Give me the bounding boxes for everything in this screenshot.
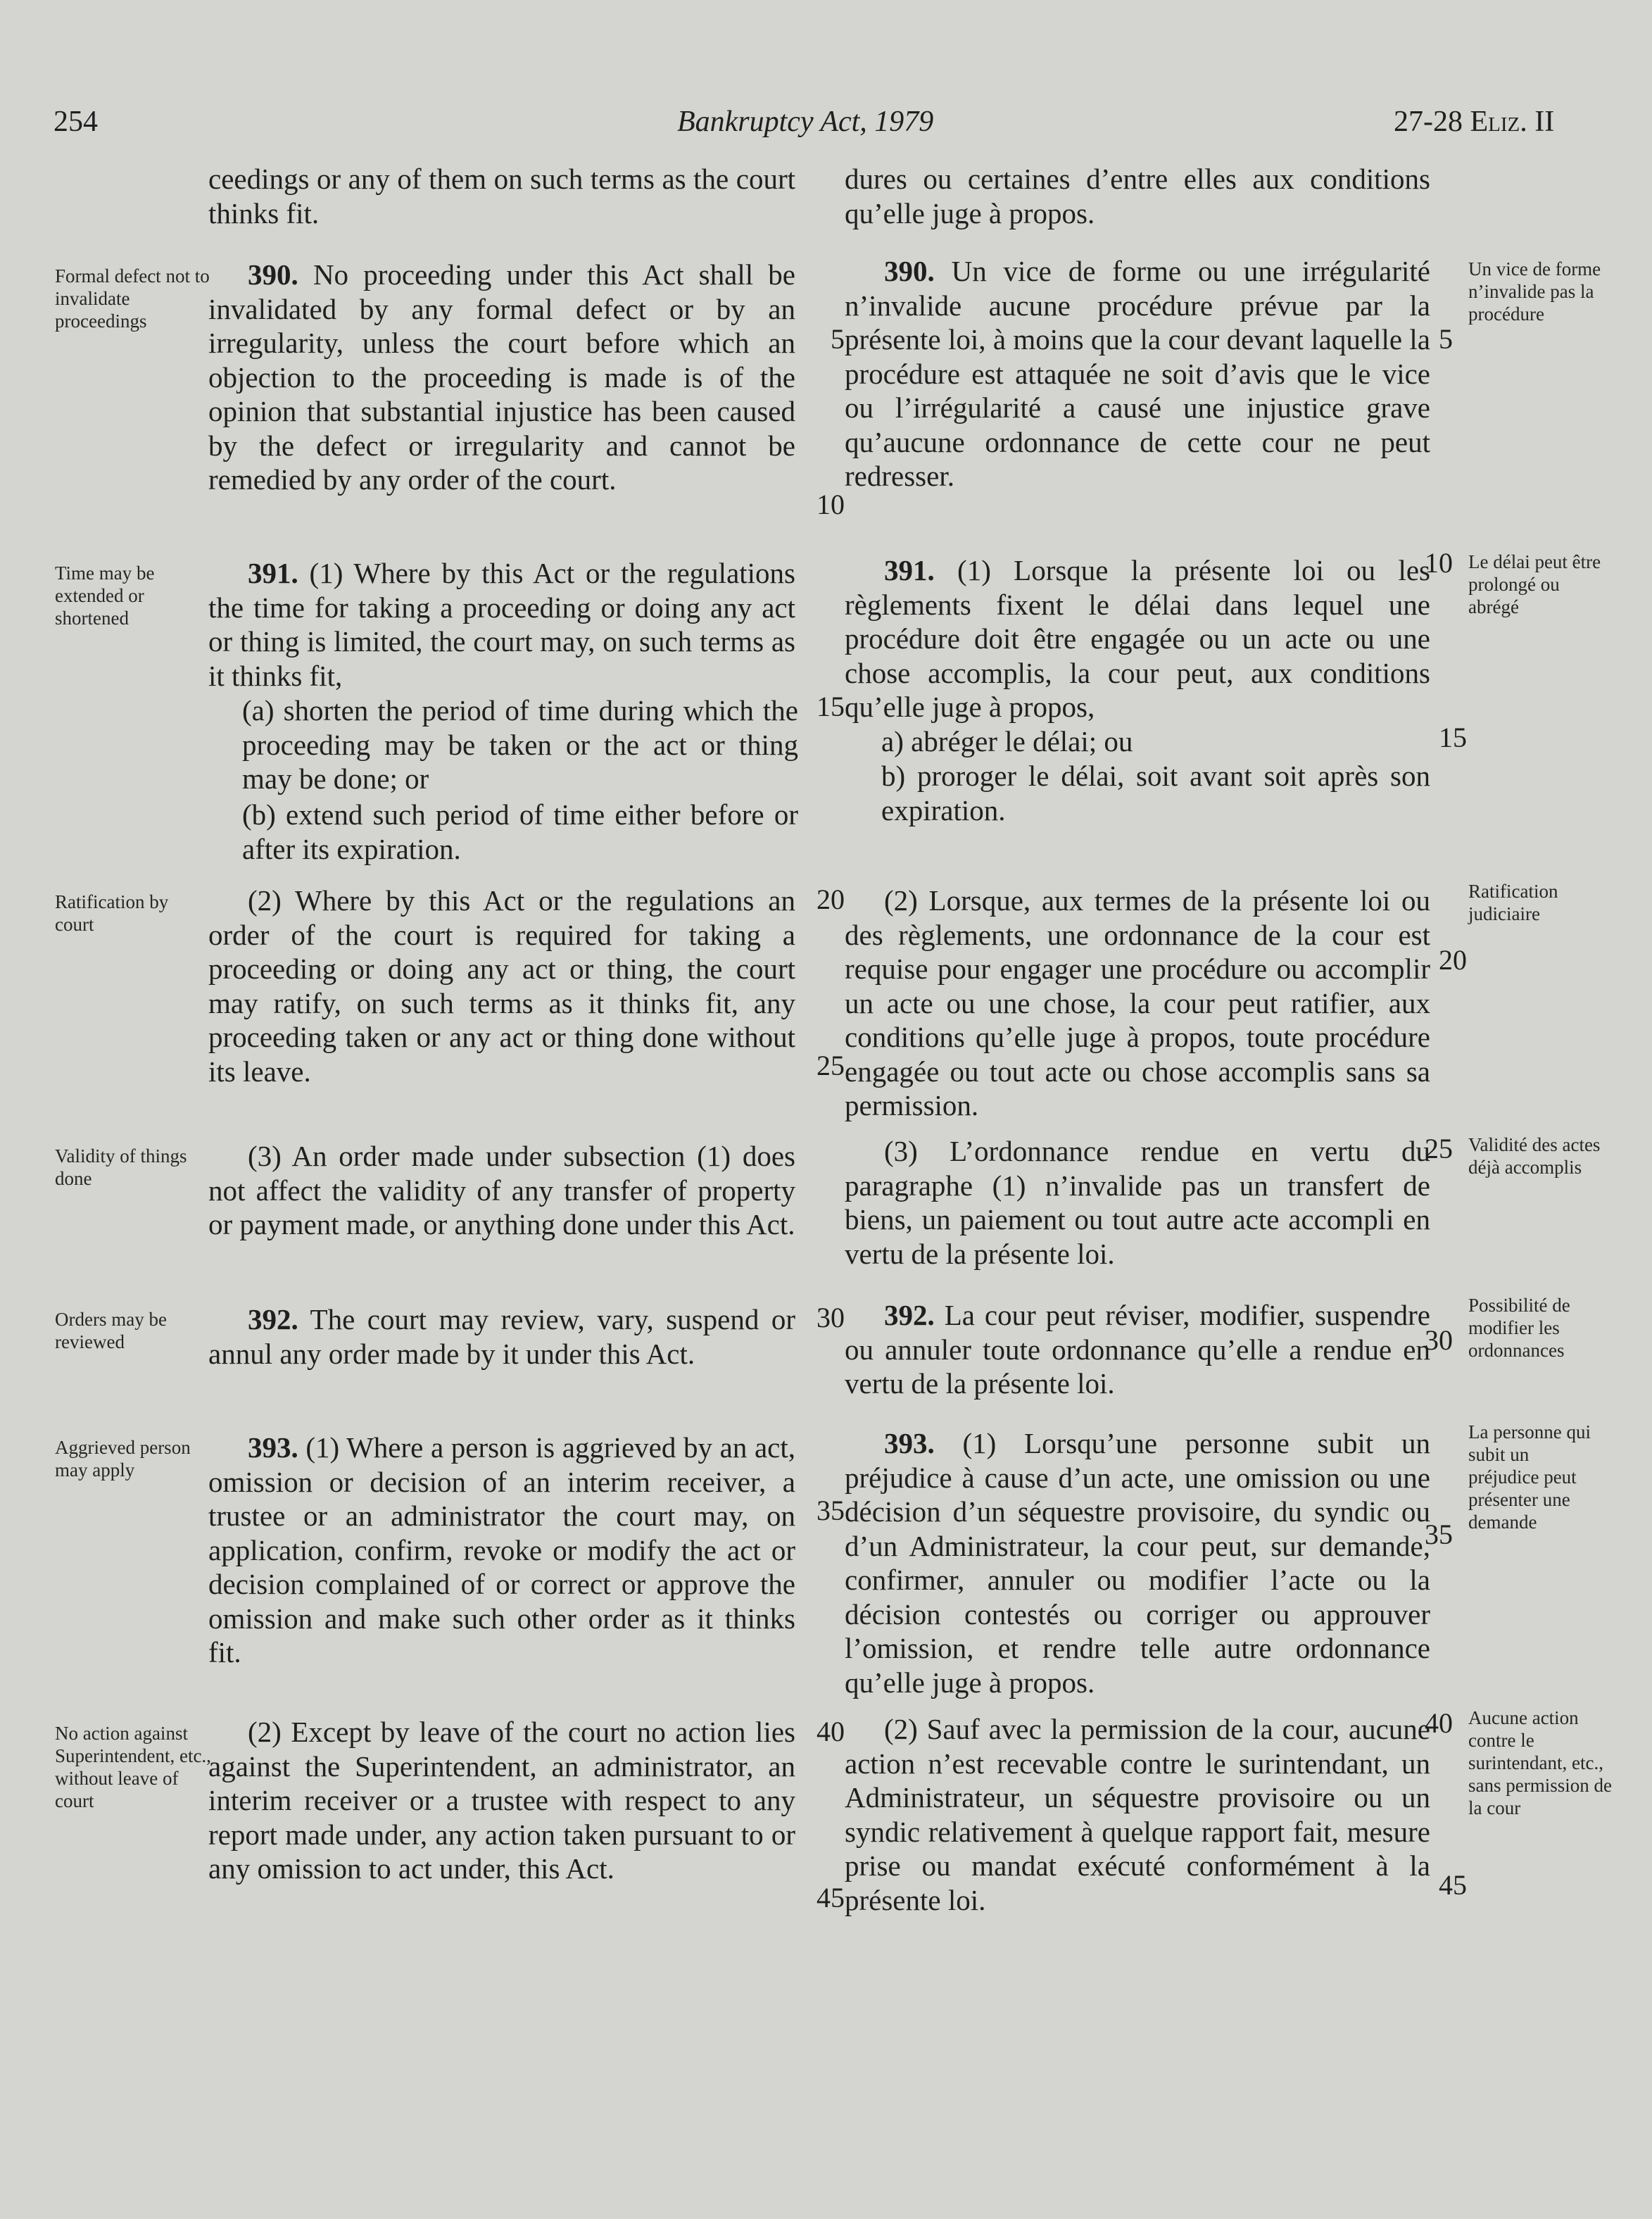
line-number-fr: 25 xyxy=(1425,1133,1453,1164)
line-number-fr: 35 xyxy=(1425,1519,1453,1550)
fr-391-1-a: a) abréger le délai; ou xyxy=(881,725,1133,758)
en-391-1-b: (b) extend such period of time either before or after its expiration. xyxy=(242,798,798,865)
fr-392-number: 392. xyxy=(884,1299,935,1331)
fr-390-number: 390. xyxy=(884,255,935,287)
margin-note-en-393-2: No action against Superintendent, etc., without leave of court xyxy=(55,1723,211,1811)
fr-section-393-2: (2) Sauf avec la permission de la cour, aucune action n’est recevable contre le surintendant, un Administrateur, un séquestre provisoire ou un syndic relativement à quelque rapport fait, mesure prise ou mandat exécuté conformément à la présente loi. xyxy=(845,1713,1430,1916)
margin-note-fr-393-2: Aucune action contre le surintendant, etc., sans permission de la cour xyxy=(1468,1707,1612,1818)
margin-note-fr-391-1: Le délai peut être prolongé ou abrégé xyxy=(1468,551,1601,617)
line-number-en: 20 xyxy=(816,884,845,915)
fr-392-text: La cour peut réviser, modifier, suspendre ou annuler toute ordonnance qu’elle a rendue en vertu de la présente loi. xyxy=(845,1299,1430,1400)
en-390-text: No proceeding under this Act shall be invalidated by any formal defect or by an irregularity, unless the court before which an objection to the proceeding is made is of the opinion that substantial injustice has been caused by the defect or irregularity and cannot be remedied by any order of the court. xyxy=(208,258,795,496)
margin-note-en-392: Orders may be reviewed xyxy=(55,1309,167,1352)
margin-note-fr-391-3: Validité des actes déjà accomplis xyxy=(1468,1134,1601,1178)
regnal-year-prefix: 27-28 xyxy=(1394,106,1470,138)
en-392-number: 392. xyxy=(248,1303,298,1335)
line-number-fr: 10 xyxy=(1425,547,1453,579)
en-393-1-text: (1) Where a person is aggrieved by an act, omission or decision of an interim receiver, a trustee or an administrator the court may, on application, confirm, revoke or modify the act or decision complained of or correct or approve the omission and make such other order as it thinks fit. xyxy=(208,1431,795,1668)
fr-section-391-3: (3) L’ordonnance rendue en vertu du paragraphe (1) n’invalide pas un transfert de biens, un paiement ou tout autre acte accompli en vertu de la présente loi. xyxy=(845,1135,1430,1270)
line-number-en: 25 xyxy=(816,1050,845,1081)
line-number-fr: 15 xyxy=(1439,722,1467,753)
line-number-fr: 20 xyxy=(1439,944,1467,976)
en-391-1-text: (1) Where by this Act or the regulations the time for taking a proceeding or doing any act or thing is limited, the court may, on such terms as it thinks fit, xyxy=(208,557,795,692)
fr-section-393-1 xyxy=(845,1426,1430,1699)
line-number-fr: 30 xyxy=(1425,1324,1453,1356)
fr-391-1-text: (1) Lorsque la présente loi ou les règlements fixent le délai dans lequel une procédure doit être engagée ou un acte ou une chose accomplis, la cour peut, aux conditions qu’elle juge à propos, xyxy=(845,554,1430,723)
en-section-393-2: (2) Except by leave of the court no action lies against the Superintendent, an administrator, an interim receiver or a trustee with respect to any report made under, any action taken pursuant to or any omission to act under, this Act. xyxy=(208,1716,795,1885)
margin-note-en-393-1: Aggrieved person may apply xyxy=(55,1437,191,1481)
en-392-text: The court may review, vary, suspend or annul any order made by it under this Act. xyxy=(208,1303,795,1370)
line-number-en: 45 xyxy=(816,1882,845,1913)
fr-section-390 xyxy=(845,254,1430,494)
fr-section-391-2: (2) Lorsque, aux termes de la présente loi ou des règlements, une ordonnance de la cour est requise pour engager une procédure ou accomplir un acte ou une chose, la cour peut ratifier, aux conditions qu’elle juge à propos, toute procédure engagée ou tout acte ou chose accomplis sans sa permission. xyxy=(845,884,1430,1121)
margin-note-fr-390: Un vice de forme n’invalide pas la procédure xyxy=(1468,258,1601,325)
en-391-1-a: (a) shorten the period of time during which the proceeding may be taken or the act or thing may be done; or xyxy=(242,694,798,795)
en-section-391-2: (2) Where by this Act or the regulations an order of the court is required for taking a proceeding or doing any act or thing, the court may ratify, on such terms as it thinks fit, any proceeding taken or any act or thing done without its leave. xyxy=(208,884,795,1088)
en-carryover: ceedings or any of them on such terms as the court thinks fit. xyxy=(208,163,795,230)
page-number: 254 xyxy=(53,106,98,138)
running-title: Bankruptcy Act, 1979 xyxy=(677,106,934,138)
fr-carryover: dures ou certaines d’entre elles aux conditions qu’elle juge à propos. xyxy=(845,163,1430,230)
line-number-fr: 45 xyxy=(1439,1869,1467,1901)
fr-393-1-text: (1) Lorsqu’une personne subit un préjudice à cause d’un acte, une omission ou une décision d’un séquestre provisoire, du syndic ou d’un Administrateur, la cour peut, sur demande, confirmer, annuler ou modifier l’acte ou la décision contestés ou corriger ou approuver l’omission, et rendre telle autre ordonnance qu’elle juge à propos. xyxy=(845,1427,1430,1699)
en-section-392 xyxy=(208,1302,795,1371)
line-number-en: 10 xyxy=(816,489,845,520)
en-391-number: 391. xyxy=(248,557,298,589)
regnal-year-reign: Eliz. II xyxy=(1470,106,1555,138)
margin-note-en-391-3: Validity of things done xyxy=(55,1145,187,1189)
margin-note-en-390: Formal defect not to invalidate proceedings xyxy=(55,265,210,332)
en-390-number: 390. xyxy=(248,258,298,291)
line-number-en: 15 xyxy=(816,691,845,722)
line-number-fr: 5 xyxy=(1439,323,1453,355)
en-section-391-1 xyxy=(208,556,795,693)
margin-note-fr-391-2: Ratification judiciaire xyxy=(1468,881,1558,924)
line-number-en: 35 xyxy=(816,1495,845,1526)
margin-note-fr-393-1: La personne qui subit un préjudice peut présenter une demande xyxy=(1468,1421,1591,1533)
line-number-en: 5 xyxy=(831,323,845,355)
fr-391-1-b: b) proroger le délai, soit avant soit après son expiration. xyxy=(881,760,1430,826)
fr-393-number: 393. xyxy=(884,1427,935,1459)
fr-390-text: Un vice de forme ou une irrégularité n’invalide aucune procédure prévue par la présente loi, à moins que la cour devant laquelle la procédure est attaquée ne soit d’avis que le vice ou l’irrégularité a causé une injustice grave qu’aucune ordonnance de cette cour ne peut redresser. xyxy=(845,255,1430,492)
margin-note-fr-392: Possibilité de modifier les ordonnances xyxy=(1468,1295,1570,1361)
en-393-number: 393. xyxy=(248,1431,298,1464)
en-section-393-1 xyxy=(208,1431,795,1670)
fr-section-392 xyxy=(845,1298,1430,1401)
line-number-en: 40 xyxy=(816,1716,845,1747)
en-section-391-3: (3) An order made under subsection (1) does not affect the validity of any transfer of property or payment made, or anything done under this Act. xyxy=(208,1140,795,1240)
fr-391-number: 391. xyxy=(884,554,935,586)
line-number-fr: 40 xyxy=(1425,1707,1453,1739)
fr-section-391-1 xyxy=(845,553,1430,724)
margin-note-en-391-2: Ratification by court xyxy=(55,891,169,935)
regnal-year xyxy=(1394,104,1554,139)
line-number-en: 30 xyxy=(816,1302,845,1333)
margin-note-en-391-1: Time may be extended or shortened xyxy=(55,562,155,629)
en-section-390 xyxy=(208,258,795,497)
